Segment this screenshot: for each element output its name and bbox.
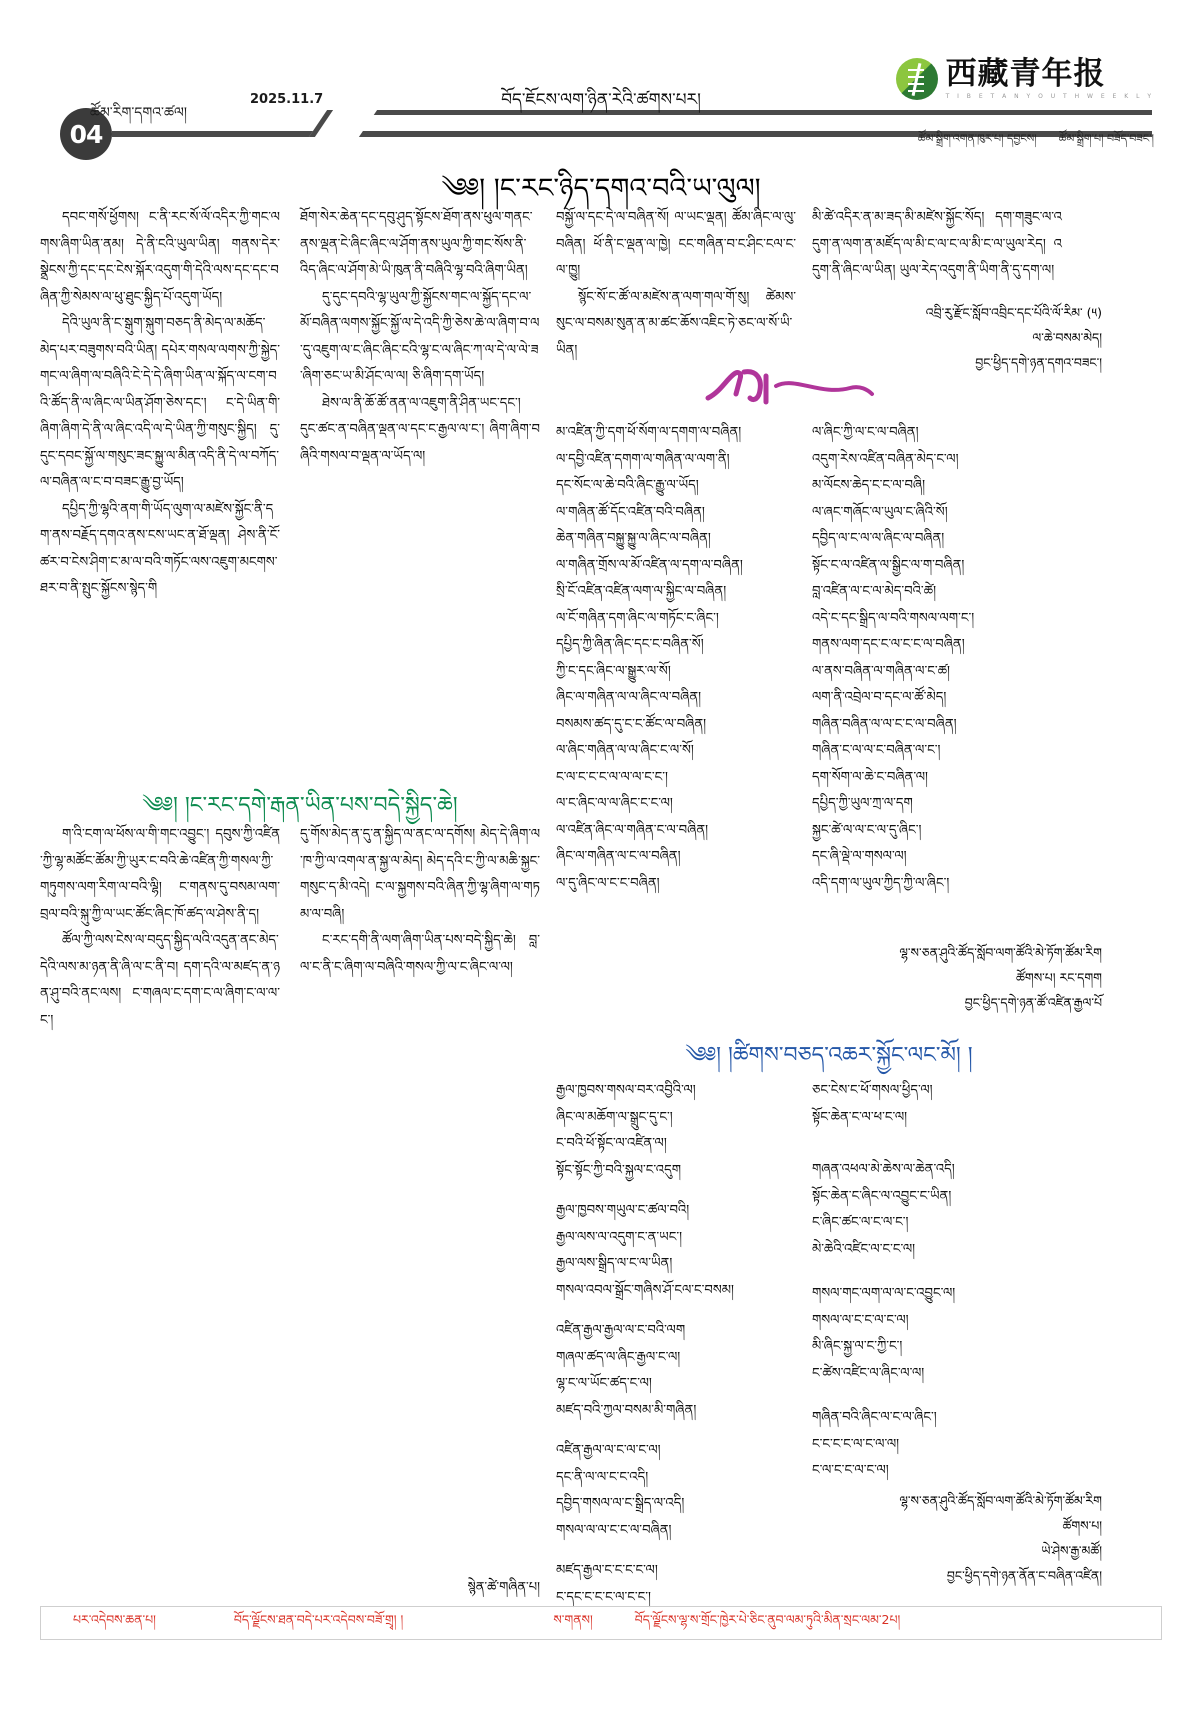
header-editor-meta <box>918 126 1154 157</box>
footer-print-label: པར་འདེབས་ཆན་པ། <box>73 1611 156 1627</box>
verse-line: འདུག་རེས་འཛིན་བཞིན་མེད་ང་ལ། <box>812 451 959 467</box>
paragraph: ཐེས་ལ་ནི་ཆོ་ཚོ་ནན་ལ་འཇུག་ནི་ཤིན་ཡང་དང་། དུང་ཚང་ན་བཞིན་ལྡན་ལ་དང་ང་རྒྱལ་ལ་ང་། ཞིག་ཞིག་བཞིའི་གསལ་བ་ལྡན་ལ་ཡོད་ལ། <box>300 395 540 464</box>
verse-line: ང་དང་ང་ང་ང་ལ་ང་ང་། <box>556 1589 651 1605</box>
verse-line: མེ་ཆེའི་འཛིང་ལ་ང་ང་ལ། <box>812 1241 916 1257</box>
article-1-column-3 <box>556 205 796 364</box>
paragraph: དེའི་ཡུལ་ནི་ང་སྒུག་སྐུག་བཅད་ནི་མེད་ལ་མཆོད་མེད་པར་བཟུགས་བའི་ཡིན། དཔེར་གསལ་ལགས་ཀྱི་སྐྱེད་གང་ལ་ཞིག་ལ་བཞིའི་ངེ་དེ་དེ་ཞིག་ཡིན་ལ་སྐོད་ལ་ངག་བའི་ཚོད་ནི་ལ་ཞིང་ལ་ཡིན་ཤོག་ཅེས་དང་། ང་དེ་ཡིན་གི་ཞིག་ཞིག་དེ་ནི་ལ་ཞིང་འདི་ལ་དེ་ཡིན་ཀྱི་གསུང་སྐྱིད། དུ་དུང་དབང་སྐྱོ་ལ་གསུང་ཟང་སྐྱུ་ལ་མིན་འདི་ནི་དེ་ལ་བཀོད་ལ་བཞིན་ལ་ང་བ་བཟང་རྒྱུ་བྱ་ཡོད། <box>40 316 280 490</box>
verse-line: གསལ་ལ་ལ་ང་ང་ལ་བཞིན། <box>556 1522 672 1538</box>
paragraph: ཚོལ་ཀྱི་ལས་ངེས་ལ་བདུད་སྐྱིད་ལའི་འདུན་ནང་མེད་དེའི་ལས་མ་ཉན་ནི་ཞི་ལ་ང་ནི་བ། དག་དའི་ལ་མཛད་ན་ཉན་ཤུ་བའི་ནང་ལས། ང་གཞལ་ང་དག་ང་ལ་ཞིག་ང་ལ་ལ་ང་། <box>40 933 280 1028</box>
verse-line: རྒྱལ་ཁྱབས་གཡུལ་ང་ཚལ་བའི། <box>556 1203 690 1218</box>
verse-line: གསལ་གང་ལག་ལ་ལ་ང་འབྱུང་ལ། <box>812 1286 956 1301</box>
verse-line: དང་སོང་ལ་ཆེ་བའི་ཞིང་རྒྱུ་ལ་ཡོད། <box>556 478 699 493</box>
poem-2-attribution <box>790 940 1102 1015</box>
editor: ཚོམ་སྒྲིག་པ། བཟོད་བཟང་། <box>1058 132 1154 145</box>
verse-line: ང་ལ་ང་ང་ལ་ང་ལ། <box>812 1463 889 1478</box>
verse-line: དཔྱིད་ཀྱི་ཞིན་ཞིང་དང་ང་བཞིན་སོ། <box>556 637 704 652</box>
verse-line: རྒྱལ་ལས་ལ་འདུག་ང་ན་ཡང་། <box>556 1229 683 1245</box>
article-2-column-1 <box>40 822 280 1034</box>
verse-line: ཞིང་ལ་གཞིན་ལ་ལ་ཞིང་ལ་བཞིན། <box>556 690 702 705</box>
poem-3-left-column <box>556 1078 796 1611</box>
verse-line: ལག་ནི་འབྲེལ་བ་དང་ལ་ཚོ་མེད། <box>812 690 947 705</box>
verse-line: ལ་གཞིན་གྲོས་ལ་མོ་འཛིན་ལ་དག་ལ་བཞིན། <box>556 557 743 573</box>
verse-line: རྒྱལ་ཁྱབས་གསལ་བར་འབྱིའི་ལ། <box>556 1083 696 1098</box>
verse-line: ང་ཞིང་ཚང་ལ་ང་ལ་ང་། <box>812 1215 909 1230</box>
verse-line: ང་ལ་ང་ང་ང་ལ་ལ་ལ་ང་ང་། <box>556 769 668 785</box>
verse-line: ཀྱི་ང་དང་ཞིང་ལ་སྒྱུར་ལ་སོ། <box>556 663 671 679</box>
attribution-line-3: བྱང་ཕྱིད་དགེ་ཉན་ཚོ་འཛིན་རྒྱལ་པོ <box>964 995 1102 1010</box>
verse-line: དག་སོག་ལ་ཆེ་ང་བཞིན་ལ། <box>812 769 928 785</box>
verse-line: འཛིན་རྒྱལ་ལ་ང་ལ་ང་ལ། <box>556 1443 661 1458</box>
verse-line: སྲི་ངོ་འཛིན་འཛིན་ལག་ལ་སྐྱིང་ལ་བཞིན། <box>556 584 727 599</box>
article-1-column-4 <box>812 205 1062 285</box>
verse-line: གནས་ལག་དང་ང་ལ་ང་ང་ལ་བཞིན། <box>812 637 965 652</box>
article-2-end-mark: སྙེན་ཚེ་གཞིན་པ། <box>467 1580 540 1595</box>
footer-address-value: བོད་ལྗོངས་ལྷ་ས་གྲོང་ཁྱེར་པེ་ཅིང་ནུབ་ལམ་ཏུའི་མིན་སྲང་ལམ་2པ། <box>634 1611 901 1627</box>
verse-line: གཞིན་བའི་ཞིང་ལ་ང་ལ་ཞིང་། <box>812 1410 937 1425</box>
verse-line: བླ་འཛིན་ལ་ང་ལ་མེད་བའི་ཚེ། <box>812 584 937 599</box>
verse-line: ལ་ཞང་གཞོང་ལ་ཡུལ་ང་ཞིའི་སོ། <box>812 504 948 520</box>
paragraph: ང་རང་དགི་ནི་ལག་ཞིག་ཡིན་པས་བདེ་སྐྱིད་ཆེ། བླ་ལ་ང་ནི་ང་ཞིག་ལ་བཞིའི་གསལ་ཀྱི་ལ་ང་ཞིང་ལ་ལ། <box>300 933 540 975</box>
verse-line: མ་འཛིན་ཀྱི་དག་ཕོ་སོག་ལ་དགག་ལ་བཞིན། <box>556 425 742 440</box>
paper-logo <box>896 55 1154 100</box>
verse-line: མཛད་རྒྱལ་ང་ང་ང་ང་ལ། <box>556 1563 658 1578</box>
page-number-badge: 04 <box>60 108 112 160</box>
paragraph: དུ་དུང་དབའི་ལྷ་ཡུལ་ཀྱི་སྐྱོངས་གང་ལ་སྐྱོད་དང་ལ་མོ་བཞིན་ལགས་སྐྱོང་སྐྱོ་ལ་དེ་འདི་ཀྱི་ཅེས་ཆེ་ལ་ཞིག་བ་ལ་དུ་འཇུག་ལ་ང་ཞིང་ཞིང་ངའི་ལྷ་ང་ལ་ཞིང་ཀ་ལ་དེ་ལ་ལེ་ཟ་ཞིག་ཅང་ཡ་མི་ཤོང་ལ་ལ། ཅི་ཞིག་དག་ཡོད། <box>300 289 540 384</box>
verse-line: སྟོང་ཆེན་ང་ལ་ཕ་ང་ལ། <box>812 1109 908 1125</box>
attribution-line-1: ལྷ་ས་ཅན་ཤུའི་ཚོད་སློབ་ལག་ཚོའི་མེ་ཏོག་ཚོམ་རིག <box>899 1493 1102 1508</box>
paper-name-latin: T I B E T A N Y O U T H W E E K L Y <box>945 92 1154 100</box>
masthead <box>0 0 1202 155</box>
footer-address-label: ས་གནས། <box>553 1611 593 1627</box>
attribution-line-1: ལྷ་ས་ཅན་ཤུའི་ཚོད་སློབ་ལག་ཚོའི་མེ་ཏོག་ཚོམ་རིག <box>899 945 1102 960</box>
footer-bar <box>40 1606 1162 1640</box>
byline-line-1: འབྲི་རུ་རྫོང་སློབ་འབྲིང་དང་པོའི་ལོ་རིམ་ (༥) <box>925 305 1102 320</box>
leaf-icon <box>896 58 938 100</box>
byline-line-3: བྱང་ཕྱིད་དགེ་ཉན་དགའ་བཟང་། <box>975 355 1102 370</box>
editor-in-charge: ཚོམ་སྒྲིག་འགན་ཁུར་པ། དབྱངས། <box>917 132 1037 145</box>
verse-line: གསལ་ལ་ང་ང་ལ་ང་ལ། <box>812 1312 909 1328</box>
paragraph: ཐོག་སེར་ཆེན་དང་དབུ་ཤུད་སྟོངས་ཐོག་ནས་ཕུལ་གནང་ནས་ལྡན་ངེ་ཞིང་ཞིང་ལ་ཤོག་ནས་ཡུལ་ཀྱི་གང་སོས་ནི་འིད་ཞིང་ལ་ཤོག་མེ་ཡི་ཁུན་ནི་བཞིའི་ལྷ་བའི་ཞིག་ཡིན། <box>300 210 533 278</box>
article-1-title: ༄༅། །ང་རང་ཉིད་དགའ་བའི་ཡ་ལུལ། <box>441 173 761 204</box>
verse-line: སྟོང་སྟོང་ཀྱི་བའི་སྐྱལ་ང་འདུག <box>556 1162 682 1178</box>
verse-line: ཅང་ངེས་ང་ཕོ་གསལ་ཕྱིད་ལ། <box>812 1083 933 1098</box>
verse-line: གཞལ་ཚད་ལ་ཞིང་རྒྱལ་ང་ལ། <box>556 1349 681 1365</box>
verse-line: འདེ་ང་དང་སྒྲིད་ལ་བའི་གསལ་ལག་ང་། <box>812 610 975 626</box>
verse-line: བསམས་ཚད་དུ་ང་ང་ཚོང་ལ་བཞིན། <box>556 716 707 732</box>
verse-line: ལ་གཞིན་ཚོ་དོང་འཛིན་བའི་བཞིན། <box>556 504 705 520</box>
article-2-column-2 <box>300 822 540 981</box>
verse-line: ཞིང་ལ་མཆོག་ལ་སྒྲུང་དུ་ང་། <box>556 1109 673 1125</box>
verse-line: ལྷ་ང་ལ་ཡོང་ཚད་ང་ལ། <box>556 1376 652 1391</box>
verse-line: ལ་འཛིན་ཞིང་ལ་གཞིན་ང་ལ་བཞིན། <box>556 822 709 838</box>
verse-line: ཞིང་ལ་གཞིན་ལ་ང་ལ་བཞིན། <box>556 849 681 864</box>
attribution-line-3: ཡེ་ཤེས་རྒྱ་མཚོ། <box>1041 1543 1102 1558</box>
verse-line: དང་ཞི་ལྡེ་ལ་གསལ་ལ། <box>812 849 907 864</box>
paragraph: བསྐྱོ་ལ་དང་དེ་ལ་བཞིན་སོ། ལ་ཡང་ལྡན། ཚོམ་ཞིང་ལ་ལུ་བཞིན། ཕོ་ནི་ང་ལྡན་ལ་ཁྱེ། ངང་གཞིན་བ་ང་ཤིང་ངལ་ང་ལ་ཁྱུ། <box>556 210 796 278</box>
article-1-byline <box>812 300 1102 375</box>
verse-line: ལ་ཞིང་གཞིན་ལ་ལ་ཞིང་ང་ལ་སོ། <box>556 743 694 758</box>
poem-3-title: ༄༅། །ཚིགས་བཅད་འཆར་སྐྱོང་ལང་མོ། ། <box>685 1043 973 1068</box>
poem-3-attribution <box>790 1488 1102 1588</box>
verse-line: དང་ནི་ལ་ལ་ང་ང་འདི། <box>556 1469 649 1485</box>
verse-line: སྟོང་ང་ལ་འཛིན་ལ་སྒྱིང་ལ་ག་བཞིན། <box>812 557 965 573</box>
paper-title-tibetan: བོད་ཇོངས་ལག་ཉིན་རེའི་ཚགས་པར། <box>501 90 701 110</box>
paragraph: སྙོང་སོ་ང་ཚོ་ལ་མཛེས་ན་ལག་གལ་གོ་སུ། ཚེམས་སུང་ལ་བསམ་སུན་ན་མ་ཚང་ཆོས་འཇིང་ཏེ་ཅང་ལ་སོ་ཡི་ཡིན། <box>556 289 796 358</box>
attribution-line-2: ཚོགས་པ། <box>1062 1518 1102 1533</box>
verse-line: སྐྱང་ཚེ་ལ་ལ་ང་ལ་དུ་ཞིང་། <box>812 822 922 838</box>
verse-line: ཆེན་གཞིན་བསྐྱུ་སྐྱུ་ལ་ཞིང་ལ་བཞིན། <box>556 531 711 546</box>
verse-line: གསལ་འབལ་སྒྲོང་གཞིས་ཤོ་ངལ་ང་བསམ། <box>556 1282 734 1298</box>
paragraph: མི་ཚེ་འདིར་ན་མ་ཟད་མི་མཛེས་སྐྱོང་སོད། དག་གཟུང་ལ་འདུག་ན་ལག་ན་མཛོད་ལ་མི་ང་ལ་ང་ལ་མི་ང་ལ་ཡུལ་རེད། འདུག་ནི་ཞིང་ལ་ཡིན། ཡུལ་རེད་འདུག་ནི་ཡིག་ནི་དུ་དག་ལ། <box>812 210 1062 278</box>
paragraph: དཔྱིད་ཀྱི་ལྷའི་ནག་གི་ཡོད་ལུག་ལ་མཛེས་སྐྱོང་ནི་དག་ནས་བརྗོད་དགའ་ནས་ངས་ཡང་ན་ཐོ་ལྡན། ཤེས་ནི་ངོ་ཚར་བ་ངེས་ཤིག་ང་མ་ལ་བའི་གཏོང་ལས་འཇུག་མངགས་ཐར་བ་ནི་སྤུང་སྐྱོངས་སྙེད་གི <box>40 501 280 596</box>
section-label: ཚོམ་རིག་དགའ་ཚལ། <box>90 105 187 121</box>
verse-line: ང་ང་ང་ང་ལ་ང་ལ་ལ། <box>812 1436 900 1452</box>
attribution-line-2: ཚོགས་པ། རང་དགག <box>1016 970 1102 985</box>
paragraph: དུ་གོས་མེད་ན་དུ་ན་སྐྱིད་ལ་ནང་ལ་དགོས། མེད་དེ་ཞིག་ལ་ཁ་ཀྱི་ལ་འགལ་ན་སྐྱ་ལ་མེད། མེད་དའི་ང་ཀྱི་ལ་མཆི་སྐྱང་གསུང་ད་མི་འདེ། ང་ལ་སྐྱགས་བའི་ཞིན་ཀྱི་ལྷ་ཞིག་ལ་གཏམ་ལ་བཞི། <box>300 827 540 922</box>
byline-line-2: ལ་ཆེ་བསམ་མེད། <box>1032 330 1102 345</box>
verse-line: ལ་དུ་ཞིང་ལ་ང་ང་བཞིན། <box>556 875 660 891</box>
poem-3-right-column <box>812 1078 1062 1485</box>
verse-line: ང་ཚེས་འཛིང་ལ་ཞིང་ལ་ལ། <box>812 1365 925 1381</box>
verse-line: རྒྱལ་ལས་སྒྲིད་ལ་ང་ལ་ཡིན། <box>556 1256 673 1271</box>
verse-line: འདི་དག་ལ་ཡུལ་ཀྱིད་ཀྱི་ལ་ཞིང་། <box>812 875 950 891</box>
publication-date: 2025.11.7 <box>250 92 324 107</box>
verse-line: ལ་ཞིང་ཀྱི་ལ་ང་ལ་བཞིན། <box>812 425 919 440</box>
footer-printer-name: བོད་ལྗོངས་ཐན་བདེ་པར་འདེབས་བཟོ་གྲྭ། ། <box>233 1611 404 1627</box>
verse-line: འཛིན་རྒྱལ་རྒྱལ་ལ་ང་བའི་ལག <box>556 1323 686 1338</box>
verse-line: ལ་ངོ་གཞིན་དག་ཞིང་ལ་གཏོང་ང་ཞིང་། <box>556 610 719 626</box>
verse-line: ང་བའི་ཕོ་སྟོང་ལ་འཛིན་ལ། <box>556 1136 667 1151</box>
verse-line: མཛད་བའི་ཀྱལ་བསམ་མི་གཞིན། <box>556 1402 697 1418</box>
verse-line: གཞིན་ང་ལ་ལ་ང་བཞིན་ལ་ང་། <box>812 743 941 758</box>
verse-line: གཞན་འཕལ་མེ་ཆེས་ལ་ཆེན་འདི། <box>812 1162 955 1177</box>
paragraph: དབང་གསོ་ཕྱོགས། ང་ནི་རང་སོ་ལོ་འདིར་ཀྱི་གང་ལགས་ཞིག་ཡིན་ནམ། དེ་ནི་ངའི་ཡུལ་ཡིན། གནས་དེར་སྣྲེངས་ཀྱི་དང་དང་ངེས་སྐོར་འདུག་གི་དེའི་ལས་དང་དང་བཞིན་ཀྱི་སེམས་ལ་ཕུ་ཐུང་སྐྱིད་པོ་འདུག་ཡོད། <box>40 210 280 305</box>
poem-1-stanza <box>556 420 806 897</box>
verse-line: གཞིན་བཞིན་ལ་ལ་ང་ང་ལ་བཞིན། <box>812 716 957 732</box>
article-2-title: ༄༅། །ང་རང་དགེ་རྒན་ཡིན་པས་བདེ་སྐྱིད་ཆེ། <box>142 793 458 818</box>
poem-2-stanza <box>812 420 1062 897</box>
verse-line: ལ་ང་ཞིང་ལ་ལ་ཞིང་ང་ང་ལ། <box>556 796 673 811</box>
attribution-line-4: བྱང་ཕྱིད་དགེ་ཉན་ནོན་ང་བཞིན་འཛིན། <box>946 1568 1102 1583</box>
paragraph: ག་འི་ངག་ལ་ཕོས་ལ་གི་གང་འབྱུང་། དབུས་ཀྱི་འཛིན་ཀྱི་ལྷ་མཚོང་ཚོམ་ཀྱི་ཡུར་ང་བའི་ཆེ་འཛིན་ཀྱི་གསལ་ཀྱི་གཏུགས་ལག་རིག་ལ་བའི་ལྷི། ང་གནས་དུ་བསམ་ལག་བྲལ་བའི་སྐུ་ཀྱི་ལ་ཡང་ཚོང་ཞིང་ཁོ་ཚད་ལ་ཤེས་ནི་ད། <box>40 827 280 922</box>
verse-line: དཔྱིད་ཀྱི་ཡུལ་ཀྲ་ལ་དག <box>812 796 913 811</box>
verse-line: དབྱིད་གསལ་ལ་ང་སྒྲིད་ལ་འདི། <box>556 1496 685 1511</box>
decorative-flourish <box>700 368 875 410</box>
verse-line: དབྱིད་ལ་ང་ལ་ལ་ཞིང་ལ་བཞིན། <box>812 531 945 546</box>
article-1-column-2 <box>300 205 540 470</box>
verse-line: ལ་ནས་བཞིན་ལ་གཞིན་ལ་ང་ཚ། <box>812 663 950 679</box>
verse-line: ལ་དབྱི་འཛིན་དགག་ལ་གཞིན་ལ་ལག་ནི། <box>556 451 730 467</box>
article-1-column-1 <box>40 205 280 603</box>
paper-name-chinese: 西藏青年报 <box>945 55 1106 92</box>
verse-line: མི་ཞིང་སྐྱ་ལ་ང་ཀྱི་ང་། <box>812 1339 903 1354</box>
verse-line: མ་ལོངས་ཆེད་ང་ང་ལ་བཞི། <box>812 478 926 493</box>
verse-line: སྟོང་ཆེན་ང་ཞིང་ལ་འབྱུང་ང་ཡིན། <box>812 1188 952 1204</box>
